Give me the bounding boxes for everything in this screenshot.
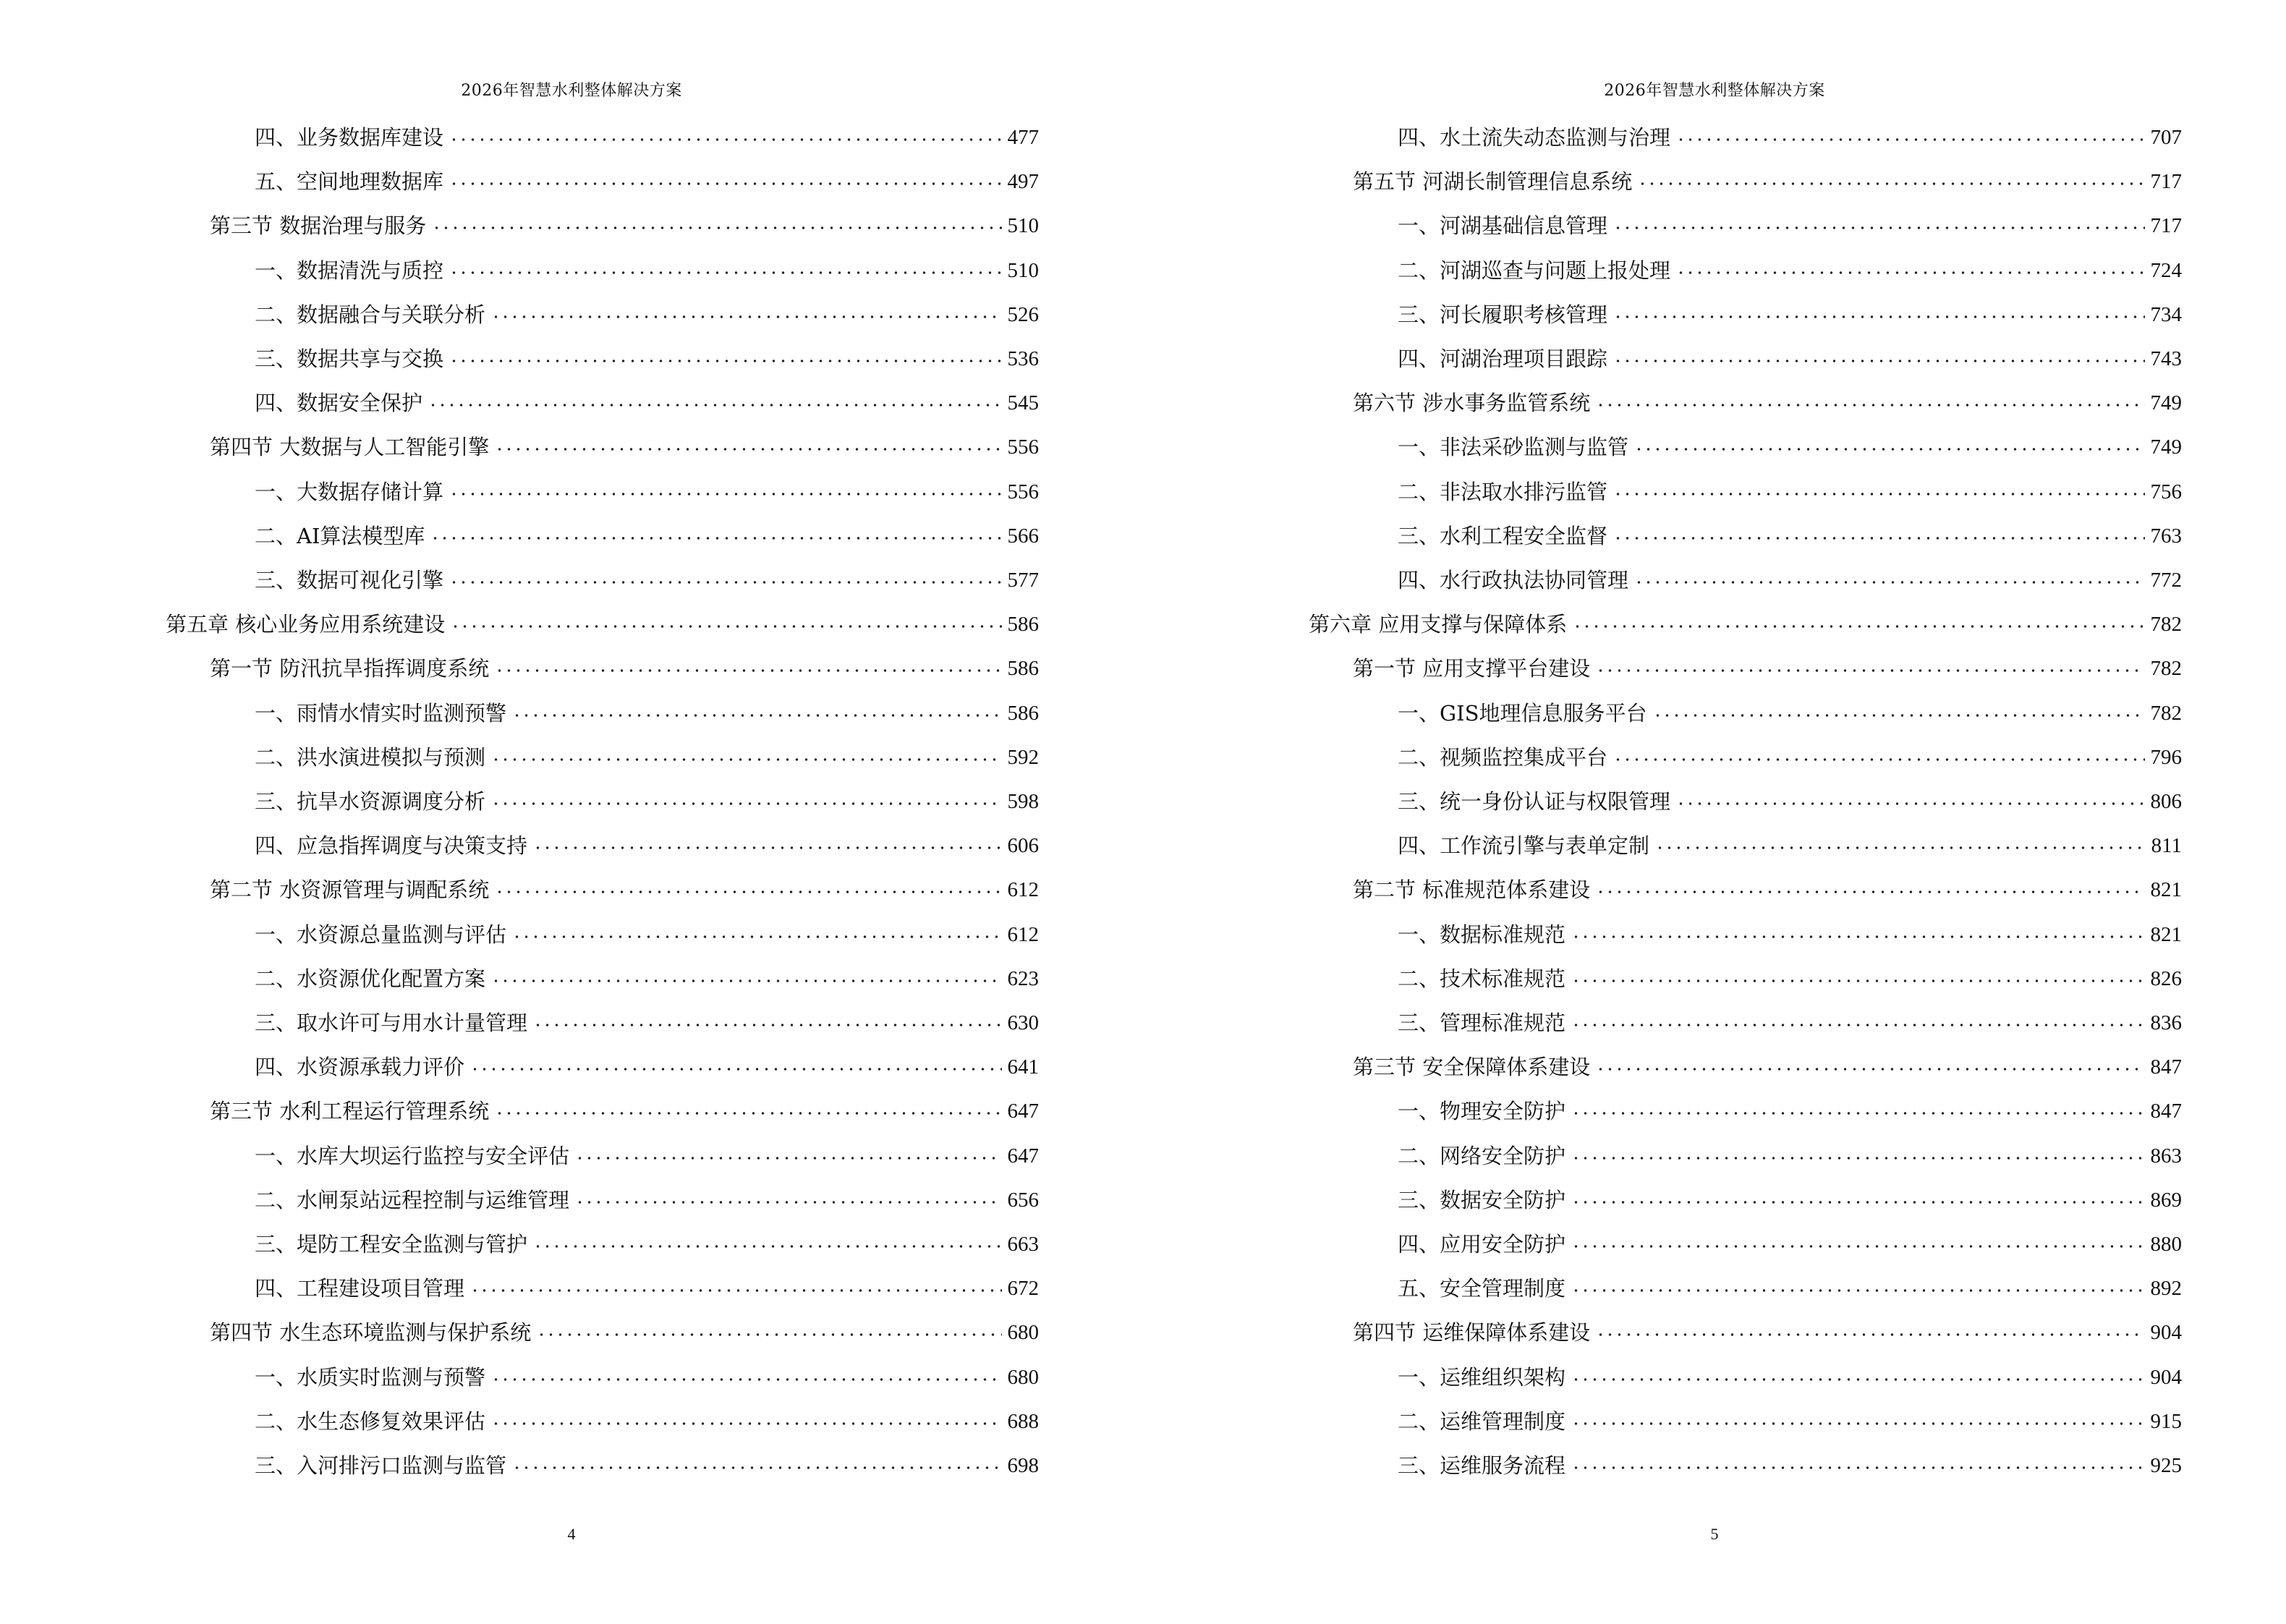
toc-entry-title: 一、河湖基础信息管理 xyxy=(1398,213,1608,239)
toc-entry-title: 二、网络安全防护 xyxy=(1398,1143,1566,1168)
toc-entry-page: 592 xyxy=(1007,745,1039,769)
dot-leader xyxy=(495,887,1001,897)
toc-entry[interactable] xyxy=(1398,296,2182,328)
dot-leader xyxy=(449,179,1001,189)
toc-entry-page: 586 xyxy=(1007,701,1039,725)
toc-entry-page: 586 xyxy=(1007,657,1039,681)
toc-entry-title: 二、河湖巡查与问题上报处理 xyxy=(1398,258,1671,283)
dot-leader xyxy=(512,710,1001,720)
toc-entry[interactable] xyxy=(1398,252,2182,284)
dot-leader xyxy=(537,1330,1001,1340)
toc-entry-title: 四、工程建设项目管理 xyxy=(255,1276,465,1301)
toc-entry[interactable] xyxy=(210,207,1039,239)
toc-entry-title: 四、水土流失动态监测与治理 xyxy=(1398,125,1671,150)
toc-entry-title: 第六章 应用支撑与保障体系 xyxy=(1309,612,1568,637)
toc-entry[interactable] xyxy=(1353,1048,2182,1080)
toc-entry-title: 第三节 安全保障体系建设 xyxy=(1353,1055,1591,1080)
toc-entry[interactable] xyxy=(255,1359,1039,1390)
toc-entry[interactable] xyxy=(1398,1004,2182,1036)
toc-entry-title: 一、数据清洗与质控 xyxy=(255,258,444,283)
dot-leader xyxy=(533,1241,1001,1251)
toc-entry[interactable] xyxy=(255,517,1039,549)
dot-leader xyxy=(1571,1285,2144,1296)
toc-entry-page: 510 xyxy=(1007,258,1039,282)
dot-leader xyxy=(449,135,1001,145)
toc-entry-page: 623 xyxy=(1007,966,1039,990)
dot-leader xyxy=(495,444,1001,454)
toc-entry-title: 一、运维组织架构 xyxy=(1398,1364,1566,1390)
toc-entry-title: 三、数据共享与交换 xyxy=(255,347,444,371)
toc-entry-page: 847 xyxy=(2150,1100,2182,1123)
toc-entry-title: 三、入河排污口监测与监管 xyxy=(255,1453,507,1478)
toc-entry-page: 869 xyxy=(2150,1188,2182,1212)
toc-entry[interactable] xyxy=(1353,163,2182,195)
dot-leader xyxy=(575,1197,1001,1207)
toc-entry-page: 630 xyxy=(1007,1011,1039,1034)
toc-entry-page: 577 xyxy=(1007,569,1039,592)
toc-entry-title: 二、非法取水排污监管 xyxy=(1398,479,1608,504)
dot-leader xyxy=(1676,799,2144,809)
toc-entry[interactable] xyxy=(1398,960,2182,992)
dot-leader xyxy=(1571,932,2144,942)
toc-entry[interactable] xyxy=(1398,119,2182,150)
toc-entry[interactable] xyxy=(166,605,1039,637)
toc-entry-title: 二、视频监控集成平台 xyxy=(1398,744,1608,770)
toc-entry-page: 606 xyxy=(1007,834,1039,858)
toc-entry-title: 第二节 水资源管理与调配系统 xyxy=(210,877,490,903)
toc-entry-page: 497 xyxy=(1007,170,1039,194)
dot-leader xyxy=(1596,1330,2144,1340)
dot-leader xyxy=(1571,1108,2144,1118)
dot-leader xyxy=(470,1285,1001,1296)
toc-entry-page: 556 xyxy=(1007,480,1039,503)
toc-entry-title: 二、AI算法模型库 xyxy=(255,523,425,548)
toc-entry-page: 556 xyxy=(1007,435,1039,459)
toc-entry[interactable] xyxy=(1398,739,2182,770)
toc-entry[interactable] xyxy=(1353,384,2182,416)
toc-entry-page: 904 xyxy=(2150,1365,2182,1389)
dot-leader xyxy=(1613,754,2144,765)
toc-entry[interactable] xyxy=(255,1225,1039,1257)
toc-entry-page: 647 xyxy=(1007,1100,1039,1123)
toc-entry-title: 三、运维服务流程 xyxy=(1398,1453,1566,1478)
toc-entry-title: 三、取水许可与用水计量管理 xyxy=(255,1011,528,1035)
toc-entry-title: 第一节 防汛抗旱指挥调度系统 xyxy=(210,656,490,681)
toc-entry-title: 第四节 运维保障体系建设 xyxy=(1353,1320,1591,1345)
toc-entry-title: 三、水利工程安全监督 xyxy=(1398,523,1608,548)
dot-leader xyxy=(1638,179,2144,189)
toc-entry[interactable] xyxy=(255,252,1039,284)
toc-entry-page: 717 xyxy=(2150,170,2182,194)
dot-leader xyxy=(1571,1463,2144,1473)
toc-entry-title: 一、非法采砂监测与监管 xyxy=(1398,435,1629,460)
toc-entry[interactable] xyxy=(255,340,1039,372)
toc-entry[interactable] xyxy=(1353,1314,2182,1345)
toc-entry-title: 一、雨情水情实时监测预警 xyxy=(255,700,507,726)
dot-leader xyxy=(451,621,1001,632)
toc-entry-page: 526 xyxy=(1007,302,1039,326)
toc-entry-page: 782 xyxy=(2150,657,2182,681)
dot-leader xyxy=(1613,489,2144,499)
toc-entry-title: 二、水资源优化配置方案 xyxy=(255,966,486,991)
toc-entry-title: 二、水闸泵站远程控制与运维管理 xyxy=(255,1187,570,1212)
toc-entry-page: 536 xyxy=(1007,347,1039,370)
dot-leader xyxy=(575,1153,1001,1163)
toc-entry[interactable] xyxy=(255,916,1039,948)
dot-leader xyxy=(449,356,1001,366)
toc-entry-title: 四、河湖治理项目跟踪 xyxy=(1398,347,1608,371)
toc-entry-page: 863 xyxy=(2150,1144,2182,1168)
dot-leader xyxy=(1571,976,2144,986)
dot-leader xyxy=(1573,621,2144,632)
toc-entry-page: 598 xyxy=(1007,790,1039,813)
toc-entry[interactable] xyxy=(1398,473,2182,505)
toc-entry[interactable] xyxy=(255,1181,1039,1213)
toc-entry[interactable] xyxy=(255,473,1039,505)
toc-entry-title: 第一节 应用支撑平台建设 xyxy=(1353,656,1591,681)
toc-entry[interactable] xyxy=(1398,1181,2182,1213)
toc-entry-page: 749 xyxy=(2150,391,2182,415)
toc-entry-title: 第三节 水利工程运行管理系统 xyxy=(210,1099,490,1124)
toc-entry-title: 二、技术标准规范 xyxy=(1398,966,1566,991)
toc-entry-page: 763 xyxy=(2150,524,2182,548)
toc-entry-page: 688 xyxy=(1007,1409,1039,1433)
toc-entry[interactable] xyxy=(1398,428,2182,460)
toc-entry-title: 一、水资源总量监测与评估 xyxy=(255,922,507,947)
dot-leader xyxy=(1655,843,2146,853)
toc-entry-title: 二、洪水演进模拟与预测 xyxy=(255,744,486,770)
dot-leader xyxy=(491,312,1001,322)
toc-entry-page: 612 xyxy=(1007,922,1039,946)
toc-entry[interactable] xyxy=(210,1092,1039,1124)
toc-entry-title: 第六节 涉水事务监管系统 xyxy=(1353,391,1591,416)
toc-entry[interactable] xyxy=(210,428,1039,460)
toc-entry-page: 880 xyxy=(2150,1233,2182,1256)
toc-entry-title: 第四节 水生态环境监测与保护系统 xyxy=(210,1320,532,1345)
toc-entry-title: 一、物理安全防护 xyxy=(1398,1099,1566,1124)
toc-entry-page: 796 xyxy=(2150,745,2182,769)
toc-entry[interactable] xyxy=(1398,517,2182,549)
toc-entry-page: 510 xyxy=(1007,214,1039,238)
toc-entry-title: 一、GIS地理信息服务平台 xyxy=(1398,700,1647,726)
toc-entry[interactable] xyxy=(1398,561,2182,593)
toc-entry-page: 707 xyxy=(2150,126,2182,149)
dot-leader xyxy=(470,1064,1001,1074)
toc-entry[interactable] xyxy=(255,1048,1039,1080)
toc-entry[interactable] xyxy=(1398,1270,2182,1301)
toc-entry-title: 四、水资源承载力评价 xyxy=(255,1055,465,1080)
toc-entry[interactable] xyxy=(1398,1092,2182,1124)
dot-leader xyxy=(491,1419,1001,1429)
dot-leader xyxy=(1571,1020,2144,1030)
dot-leader xyxy=(1634,577,2144,587)
toc-entry[interactable] xyxy=(255,296,1039,328)
toc-entry[interactable] xyxy=(1398,1447,2182,1479)
toc-entry-page: 811 xyxy=(2151,834,2182,858)
toc-entry-page: 904 xyxy=(2150,1321,2182,1345)
toc-entry-page: 782 xyxy=(2150,701,2182,725)
toc-entry[interactable] xyxy=(255,163,1039,195)
dot-leader xyxy=(1571,1197,2144,1207)
toc-entry-page: 892 xyxy=(2150,1277,2182,1301)
dot-leader xyxy=(495,666,1001,676)
toc-entry-title: 第三节 数据治理与服务 xyxy=(210,213,427,239)
toc-entry[interactable] xyxy=(255,1004,1039,1036)
toc-entry-page: 545 xyxy=(1007,391,1039,415)
dot-leader xyxy=(1613,312,2144,322)
toc-entry[interactable] xyxy=(1398,1359,2182,1390)
toc-entry-page: 847 xyxy=(2150,1055,2182,1079)
toc-entry-title: 四、水行政执法协同管理 xyxy=(1398,568,1629,592)
dot-leader xyxy=(512,932,1001,942)
toc-entry[interactable] xyxy=(1398,340,2182,372)
toc-entry-title: 一、大数据存储计算 xyxy=(255,479,444,504)
dot-leader xyxy=(1571,1419,2144,1429)
toc-entry[interactable] xyxy=(255,384,1039,416)
toc-entry-page: 680 xyxy=(1007,1321,1039,1345)
toc-entry-page: 724 xyxy=(2150,258,2182,282)
dot-leader xyxy=(1596,400,2144,410)
dot-leader xyxy=(1634,444,2144,454)
toc-entry-page: 743 xyxy=(2150,347,2182,370)
toc-entry[interactable] xyxy=(255,827,1039,859)
toc-entry[interactable] xyxy=(255,694,1039,726)
toc-entry-page: 925 xyxy=(2150,1454,2182,1477)
toc-entry[interactable] xyxy=(1398,207,2182,239)
dot-leader xyxy=(1571,1374,2144,1385)
toc-entry-page: 836 xyxy=(2150,1011,2182,1034)
dot-leader xyxy=(491,754,1001,765)
toc-entry-page: 672 xyxy=(1007,1277,1039,1301)
toc-entry-title: 一、水质实时监测与预警 xyxy=(255,1364,486,1390)
toc-entry[interactable] xyxy=(1398,1137,2182,1169)
toc-entry-page: 821 xyxy=(2150,922,2182,946)
page-number: 5 xyxy=(1710,1525,1719,1543)
page-header: 2026年智慧水利整体解决方案 xyxy=(461,82,682,100)
toc-entry-page: 586 xyxy=(1007,613,1039,637)
dot-leader xyxy=(495,1108,1001,1118)
toc-entry-title: 四、业务数据库建设 xyxy=(255,125,444,150)
toc-entry-page: 806 xyxy=(2150,790,2182,813)
dot-leader xyxy=(428,400,1001,410)
dot-leader xyxy=(491,1374,1001,1385)
toc-entry[interactable] xyxy=(1398,1225,2182,1257)
toc-entry-title: 一、数据标准规范 xyxy=(1398,922,1566,947)
toc-entry-title: 四、工作流引擎与表单定制 xyxy=(1398,833,1650,859)
toc-entry[interactable] xyxy=(255,1270,1039,1301)
dot-leader xyxy=(1613,356,2144,366)
toc-entry-page: 717 xyxy=(2150,214,2182,238)
toc-entry-title: 三、堤防工程安全监测与管护 xyxy=(255,1232,528,1257)
dot-leader xyxy=(1596,666,2144,676)
dot-leader xyxy=(491,799,1001,809)
dot-leader xyxy=(533,843,1001,853)
dot-leader xyxy=(432,223,1001,233)
toc-entry-title: 三、抗旱水资源调度分析 xyxy=(255,789,486,814)
toc-entry-page: 647 xyxy=(1007,1144,1039,1168)
dot-leader xyxy=(491,976,1001,986)
toc-entry-title: 五、空间地理数据库 xyxy=(255,169,444,195)
toc-entry-page: 477 xyxy=(1007,126,1039,149)
dot-leader xyxy=(449,268,1001,278)
dot-leader xyxy=(1571,1241,2144,1251)
toc-entry[interactable] xyxy=(255,960,1039,992)
toc-entry-page: 782 xyxy=(2150,613,2182,637)
toc-entry-title: 第五章 核心业务应用系统建设 xyxy=(166,612,446,637)
right-page xyxy=(1143,0,2286,1624)
toc-entry-title: 三、数据安全防护 xyxy=(1398,1187,1566,1212)
toc-entry[interactable] xyxy=(255,1403,1039,1434)
toc-entry-title: 三、数据可视化引擎 xyxy=(255,568,444,592)
dot-leader xyxy=(1596,887,2144,897)
toc-entry-page: 663 xyxy=(1007,1233,1039,1256)
dot-leader xyxy=(1571,1153,2144,1163)
toc-entry-title: 二、运维管理制度 xyxy=(1398,1408,1566,1434)
toc-entry-title: 五、安全管理制度 xyxy=(1398,1276,1566,1301)
dot-leader xyxy=(1596,1064,2144,1074)
toc-entry[interactable] xyxy=(255,1447,1039,1479)
toc-entry-page: 656 xyxy=(1007,1188,1039,1212)
toc-entry-page: 641 xyxy=(1007,1055,1039,1079)
toc-entry-title: 四、应急指挥调度与决策支持 xyxy=(255,833,528,859)
toc-entry[interactable] xyxy=(1398,916,2182,948)
toc-entry-title: 第四节 大数据与人工智能引擎 xyxy=(210,435,490,460)
toc-entry-title: 四、应用安全防护 xyxy=(1398,1232,1566,1257)
toc-entry[interactable] xyxy=(255,739,1039,770)
toc-entry-title: 三、管理标准规范 xyxy=(1398,1011,1566,1035)
toc-entry[interactable] xyxy=(255,1137,1039,1169)
toc-entry[interactable] xyxy=(1353,871,2182,903)
toc-entry[interactable] xyxy=(210,871,1039,903)
dot-leader xyxy=(1613,533,2144,543)
toc-entry[interactable] xyxy=(1309,605,2182,637)
page-number: 4 xyxy=(567,1525,576,1543)
toc-entry[interactable] xyxy=(1398,783,2182,815)
toc-entry-title: 四、数据安全保护 xyxy=(255,391,423,416)
toc-entry-page: 680 xyxy=(1007,1365,1039,1389)
toc-entry-title: 二、水生态修复效果评估 xyxy=(255,1408,486,1434)
toc-entry[interactable] xyxy=(1398,1403,2182,1434)
toc-entry-page: 566 xyxy=(1007,524,1039,548)
toc-entry[interactable] xyxy=(1398,827,2182,859)
dot-leader xyxy=(449,489,1001,499)
toc-entry-page: 612 xyxy=(1007,878,1039,902)
toc-entry-page: 772 xyxy=(2150,569,2182,592)
toc-entry[interactable] xyxy=(255,783,1039,815)
toc-entry-page: 915 xyxy=(2150,1409,2182,1433)
toc-entry-title: 三、河长履职考核管理 xyxy=(1398,302,1608,327)
toc-entry-page: 698 xyxy=(1007,1454,1039,1477)
dot-leader xyxy=(1613,223,2144,233)
dot-leader xyxy=(430,533,1001,543)
dot-leader xyxy=(533,1020,1001,1030)
dot-leader xyxy=(1676,135,2144,145)
dot-leader xyxy=(1676,268,2144,278)
dot-leader xyxy=(1653,710,2145,720)
toc-entry-title: 一、水库大坝运行监控与安全评估 xyxy=(255,1143,570,1168)
toc-entry-title: 二、数据融合与关联分析 xyxy=(255,302,486,327)
dot-leader xyxy=(512,1463,1001,1473)
dot-leader xyxy=(449,577,1001,587)
toc-entry[interactable] xyxy=(1398,694,2182,726)
toc-entry-title: 三、统一身份认证与权限管理 xyxy=(1398,789,1671,814)
toc-entry-page: 826 xyxy=(2150,966,2182,990)
toc-entry-title: 第五节 河湖长制管理信息系统 xyxy=(1353,169,1633,195)
toc-entry-page: 749 xyxy=(2150,435,2182,459)
toc-entry-title: 第二节 标准规范体系建设 xyxy=(1353,877,1591,903)
toc-entry[interactable] xyxy=(210,1314,1039,1345)
toc-entry-page: 821 xyxy=(2150,878,2182,902)
page-header: 2026年智慧水利整体解决方案 xyxy=(1604,82,1825,100)
toc-entry-page: 756 xyxy=(2150,480,2182,503)
toc-entry[interactable] xyxy=(210,650,1039,681)
toc-entry-page: 734 xyxy=(2150,302,2182,326)
toc-entry[interactable] xyxy=(1353,650,2182,681)
toc-entry[interactable] xyxy=(255,561,1039,593)
toc-entry[interactable] xyxy=(255,119,1039,150)
